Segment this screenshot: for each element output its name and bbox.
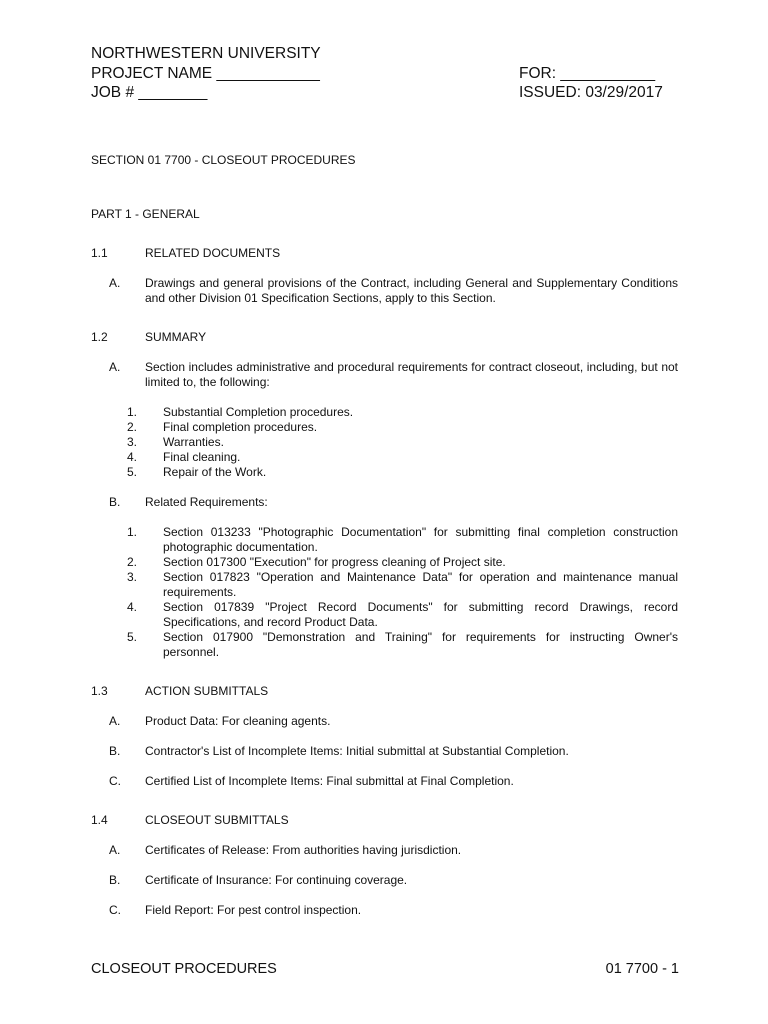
list-item-text: Section 017300 "Execution" for progress cleaning of Project site. <box>163 555 506 569</box>
paragraph-letter: A. <box>109 276 121 290</box>
paragraph <box>91 276 678 306</box>
article-heading <box>91 813 678 828</box>
list-item <box>127 555 678 570</box>
article-number: 1.1 <box>91 246 108 260</box>
paragraph-text: Certificates of Release: From authorities having jurisdiction. <box>145 843 462 857</box>
article-title: SUMMARY <box>145 330 207 344</box>
list-item-text: Section 017839 "Project Record Documents" for submitting record Drawings, record Specifications, and record Product Data. <box>163 600 678 629</box>
project-name-line: PROJECT NAME ____________ <box>91 64 320 82</box>
university-name: NORTHWESTERN UNIVERSITY <box>91 45 321 62</box>
list-item-number: 1. <box>127 405 138 419</box>
list-item-number: 3. <box>127 570 138 584</box>
list-item <box>127 525 678 555</box>
paragraph-letter: A. <box>109 843 121 857</box>
article-heading <box>91 330 678 345</box>
list-item-text: Substantial Completion procedures. <box>163 405 354 419</box>
paragraph <box>91 360 678 390</box>
paragraph-letter: B. <box>109 744 121 758</box>
list-item-text: Repair of the Work. <box>163 465 267 479</box>
paragraph-letter: B. <box>109 873 121 887</box>
numbered-list <box>91 405 678 480</box>
list-item-number: 5. <box>127 465 138 479</box>
paragraph-letter: C. <box>109 774 121 788</box>
article-title: RELATED DOCUMENTS <box>145 246 281 260</box>
paragraph <box>91 714 678 729</box>
paragraph-text: Field Report: For pest control inspection. <box>145 903 362 917</box>
numbered-list <box>91 525 678 660</box>
paragraph-text: Certificate of Insurance: For continuing coverage. <box>145 873 408 887</box>
paragraph-text: Contractor's List of Incomplete Items: Initial submittal at Substantial Completion. <box>145 744 569 758</box>
paragraph <box>91 843 678 858</box>
article-title: CLOSEOUT SUBMITTALS <box>145 813 289 827</box>
list-item <box>127 450 678 465</box>
article-number: 1.4 <box>91 813 108 827</box>
paragraph-text: Section includes administrative and procedural requirements for contract closeout, including, but not limited to, the following: <box>145 360 678 389</box>
footer-section-name: CLOSEOUT PROCEDURES <box>91 961 277 977</box>
list-item <box>127 570 678 600</box>
list-item <box>127 630 678 660</box>
paragraph-letter: A. <box>109 714 121 728</box>
header-left <box>91 44 471 103</box>
list-item <box>127 405 678 420</box>
footer-page-number: 01 7700 - 1 <box>605 961 679 977</box>
list-item <box>127 420 678 435</box>
article-heading <box>91 246 678 261</box>
list-item-number: 5. <box>127 630 138 644</box>
article-number: 1.2 <box>91 330 108 344</box>
paragraph <box>91 774 678 789</box>
section-title: SECTION 01 7700 - CLOSEOUT PROCEDURES <box>91 153 356 167</box>
issued-date: ISSUED: 03/29/2017 <box>519 84 663 101</box>
paragraph-letter: C. <box>109 903 121 917</box>
paragraph <box>91 744 678 759</box>
list-item-number: 2. <box>127 420 138 434</box>
paragraph-text: Drawings and general provisions of the Contract, including General and Supplementary Conditions and other Division 01 Specification Sections, apply to this Section. <box>145 276 678 305</box>
document-body <box>91 153 678 918</box>
list-item-text: Final completion procedures. <box>163 420 318 434</box>
for-line: FOR: ___________ <box>519 64 656 82</box>
paragraph-text: Related Requirements: <box>145 495 268 509</box>
header-right <box>519 64 719 103</box>
paragraph-text: Certified List of Incomplete Items: Final submittal at Final Completion. <box>145 774 514 788</box>
list-item <box>127 465 678 480</box>
paragraph-letter: A. <box>109 360 121 374</box>
paragraph-letter: B. <box>109 495 121 509</box>
list-item-text: Final cleaning. <box>163 450 241 464</box>
paragraph <box>91 903 678 918</box>
article-number: 1.3 <box>91 684 108 698</box>
paragraph <box>91 873 678 888</box>
paragraph <box>91 495 678 510</box>
list-item-text: Warranties. <box>163 435 224 449</box>
list-item-text: Section 013233 "Photographic Documentation" for submitting final completion construction photographic documentation. <box>163 525 678 554</box>
list-item <box>127 435 678 450</box>
list-item <box>127 600 678 630</box>
article-title: ACTION SUBMITTALS <box>145 684 269 698</box>
list-item-number: 4. <box>127 600 138 614</box>
list-item-number: 4. <box>127 450 138 464</box>
article-heading <box>91 684 678 699</box>
paragraph-text: Product Data: For cleaning agents. <box>145 714 331 728</box>
list-item-number: 3. <box>127 435 138 449</box>
list-item-number: 2. <box>127 555 138 569</box>
job-number-line: JOB # ________ <box>91 84 208 101</box>
list-item-text: Section 017823 "Operation and Maintenance Data" for operation and maintenance manual requirements. <box>163 570 678 599</box>
list-item-number: 1. <box>127 525 138 539</box>
part-title: PART 1 - GENERAL <box>91 207 200 221</box>
list-item-text: Section 017900 "Demonstration and Training" for requirements for instructing Owner's personnel. <box>163 630 678 659</box>
